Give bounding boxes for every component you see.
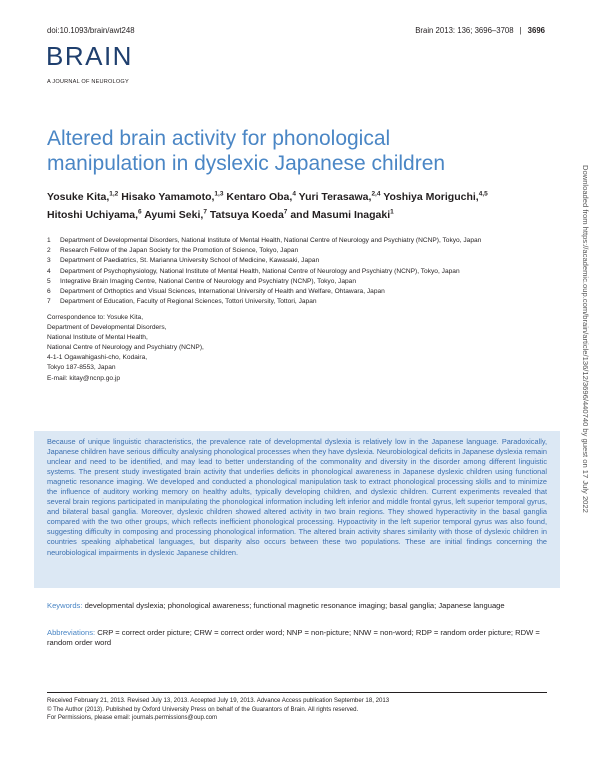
journal-subtitle: A JOURNAL OF NEUROLOGY [47,79,129,85]
correspondence-line: Correspondence to: Yosuke Kita, [47,314,144,321]
affiliation-item: 2 Research Fellow of the Japan Society for the Promotion of Science, Tokyo, Japan [47,247,299,255]
affiliation-item: 4 Department of Psychophysiology, National Institute of Mental Health, National Centre of Neurology and Psychiatry (NCNP), Tokyo, Japan [47,267,460,275]
keywords [47,601,547,611]
correspondence-line: National Centre of Neurology and Psychiatry (NCNP), [47,344,204,352]
author: Hisako Yamamoto,$^{1,3}$ [121,190,224,203]
abbreviations [47,628,547,649]
affiliation-item: 7 Department of Education, Faculty of Regional Sciences, Tottori University, Tottori, Japan [47,298,317,306]
correspondence-line: 4-1-1 Ogawahigashi-cho, Kodaira, [47,354,148,362]
download-watermark: Downloaded from https://academic.oup.com/brain/article/136/12/3696/440740 by guest on 17 July 2022 [581,165,590,513]
author-list [47,186,547,223]
page-number: 3696 [527,26,545,35]
author: Ayumi Seki,$^7$ [144,208,207,221]
abbreviations-label: Abbreviations: [47,628,96,637]
correspondence-line: National Institute of Mental Health, [47,334,148,342]
correspondence-line: Tokyo 187-8553, Japan [47,364,116,372]
doi-text: doi:10.1093/brain/awt248 [47,26,135,35]
citation-text: Brain 2013: 136; 3696–3708 [415,26,514,35]
journal-logo: BRAIN [46,41,133,71]
author: Tatsuya Koeda$^7$ and [209,208,310,221]
keywords-text: developmental dyslexia; phonological awareness; functional magnetic resonance imaging; basal ganglia; Japanese language [84,601,505,610]
abstract-text: Because of unique linguistic characteristics, the prevalence rate of developmental dyslexia is relatively low in the Japanese language. Paradoxically, Japanese children have serious difficulty analysing phonological processes when they have dyslexia. Neurobiological deficits in Japanese dyslexia remain unclear and need to be identified, and may lead to better understanding of the commonality and diversity in the disorder among different linguistic systems. The present study investigated brain activity that underlies deficits in phonological awareness in Japanese dyslexic children using functional magnetic resonance imaging. We developed and conducted a phonological manipulation task to extract phonological processing skills and to minimize the influence of auditory working memory on healthy adults, typically developing children, and dyslexic children. Current experiments revealed that several brain regions participated in manipulating the phonological information including left inferior and middle frontal gyrus, left superior temporal gyrus, and bilateral basal ganglia. Moreover, dyslexic children showed altered activity in two brain regions. They showed hyperactivity in the basal ganglia compared with the two other groups, which reflects inefficient phonological processing. Hypoactivity in the left superior temporal gyrus was also found, suggesting difficulty in composing and processing phonological information. The altered brain activity shares similarity with those of dyslexic children in countries speaking alphabetical languages, but disparity also occurs between these two populations. These are initial findings concerning the neurobiological impairments in dyslexic Japanese children. [47,437,547,557]
affiliation-item: 3 Department of Paediatrics, St. Marianna University School of Medicine, Kawasaki, Japan [47,257,320,265]
affiliation-item: 1 Department of Developmental Disorders, National Institute of Mental Health, National Centre of Neurology and Psychiatry (NCNP), Tokyo, Japan [47,237,482,244]
affiliation-list [47,236,557,307]
author: Yosuke Kita,$^{1,2}$ [47,190,119,203]
author: Kentaro Oba,$^4$ [226,190,296,203]
author: Yoshiya Moriguchi,$^{4,5}$ [383,190,488,203]
footer-permissions: For Permissions, please email: journals.permissions@oup.com [47,714,218,722]
footer-copyright: © The Author (2013). Published by Oxford University Press on behalf of the Guarantors of Brain. All rights reserved. [47,705,359,713]
author: Masumi Inagaki$^1$ [311,208,394,221]
affiliation-item: 5 Integrative Brain Imaging Centre, National Centre of Neurology and Psychiatry (NCNP), Tokyo, Japan [47,277,357,285]
footer-block [47,697,389,723]
correspondence-email[interactable]: E-mail: kitay@ncnp.go.jp [47,374,121,382]
abbreviations-text: CRP = correct order picture; CRW = correct order word; NNP = non-picture; NNW = non-word; RDP = random order picture; RDW = random order word [47,628,540,648]
correspondence-line: Department of Developmental Disorders, [47,324,167,332]
header-separator: | [519,26,522,35]
citation-header [415,26,545,35]
affiliation-item: 6 Department of Orthoptics and Visual Sciences, International University of Health and Welfare, Ohtawara, Japan [47,288,385,296]
keywords-label: Keywords: [47,601,83,610]
correspondence-block [47,313,204,384]
footer-dates: Received February 21, 2013. Revised July 13, 2013. Accepted July 19, 2013. Advance Access publication September 18, 2013 [47,697,390,704]
article-title: Altered brain activity for phonological manipulation in dyslexic Japanese children [47,127,446,175]
author: Yuri Terasawa,$^{2,4}$ [298,190,381,203]
footer-divider [47,692,547,693]
author: Hitoshi Uchiyama,$^6$ [47,208,142,221]
